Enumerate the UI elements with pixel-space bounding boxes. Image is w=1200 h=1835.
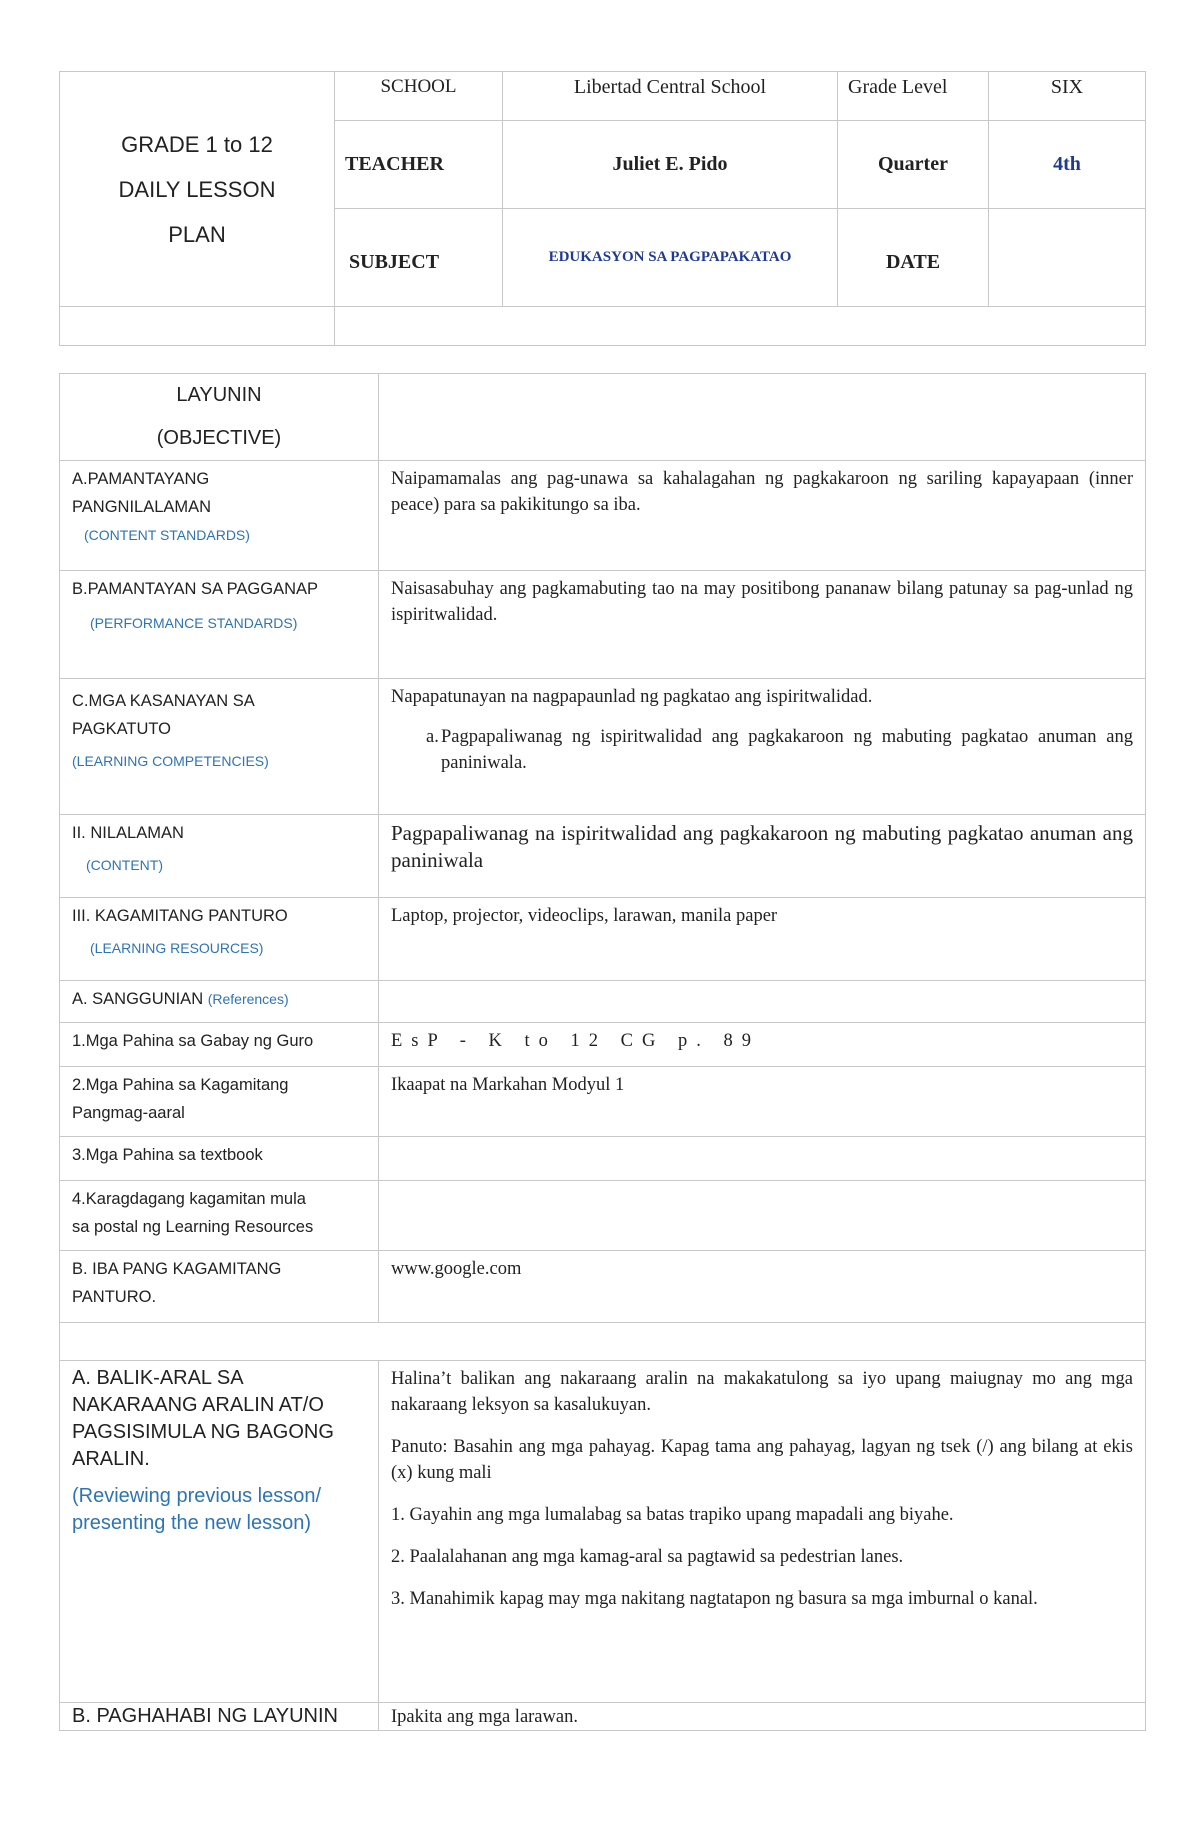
- review-instructions: Panuto: Basahin ang mga pahayag. Kapag tama ang pahayag, lagyan ng tsek (/) ang bilang at ekis (x) kung mali: [391, 1437, 1133, 1483]
- content-value: Pagpapaliwanag na ispiritwalidad ang pagkakaroon ng mabuting pagkatao anuman ang paniniwala: [379, 815, 1146, 898]
- learning-competencies-text: Napapatunayan na nagpapaunlad ng pagkatao ang ispiritwalidad.: [391, 687, 873, 707]
- additional-materials-label-line1: 4.Karagdagang kagamitan mula: [72, 1190, 306, 1208]
- learner-pages-label-line1: 2.Mga Pahina sa Kagamitang: [72, 1076, 289, 1094]
- textbook-pages-label: 3.Mga Pahina sa textbook: [60, 1137, 379, 1181]
- other-materials-label-line1: B. IBA PANG KAGAMITANG: [72, 1260, 282, 1278]
- learning-resources-sub: (LEARNING RESOURCES): [90, 940, 264, 956]
- objective-subtitle: (OBJECTIVE): [156, 427, 282, 449]
- additional-materials-label: [60, 1181, 379, 1251]
- learning-resources-label: [60, 898, 379, 981]
- purpose-label: B. PAGHAHABI NG LAYUNIN: [60, 1703, 379, 1731]
- list-item-text: Pagpapaliwanag ng ispiritwalidad ang pagkakaroon ng mabuting pagkatao anuman ang paniniwala.: [441, 727, 1133, 773]
- content-standards-label: [60, 461, 379, 571]
- objective-heading: [60, 374, 379, 461]
- review-statement-1: 1. Gayahin ang mga lumalabag sa batas trapiko upang mapadali ang biyahe.: [391, 1505, 954, 1525]
- references-sub: (References): [207, 991, 289, 1007]
- school-value: Libertad Central School: [503, 72, 838, 121]
- learner-pages-value: Ikaapat na Markahan Modyul 1: [379, 1067, 1146, 1137]
- learner-pages-label: [60, 1067, 379, 1137]
- date-value[interactable]: [989, 209, 1146, 307]
- review-sub: (Reviewing previous lesson/ presenting the new lesson): [72, 1485, 322, 1534]
- content-standards-label-line1: A.PAMANTAYANG: [72, 470, 210, 488]
- plan-title-cell: [60, 72, 335, 307]
- objective-title: LAYUNIN: [176, 384, 262, 406]
- performance-standards-value: Naisasabuhay ang pagkamabuting tao na may positibong pananaw bilang patunay sa pag-unlad ng ispiritwalidad.: [379, 571, 1146, 679]
- section-spacer: [60, 1323, 1146, 1361]
- quarter-value: 4th: [989, 121, 1146, 209]
- subject-label: SUBJECT: [335, 209, 503, 307]
- teacher-label: TEACHER: [335, 121, 503, 209]
- review-label: [60, 1361, 379, 1703]
- teacher-value: Juliet E. Pido: [503, 121, 838, 209]
- other-materials-label: [60, 1251, 379, 1323]
- lesson-plan-header: [59, 71, 1146, 346]
- references-label: [60, 981, 379, 1023]
- content-label-text: II. NILALAMAN: [72, 824, 184, 842]
- lesson-plan-body: [59, 373, 1146, 1731]
- learning-resources-value: Laptop, projector, videoclips, larawan, manila paper: [379, 898, 1146, 981]
- references-label-text: A. SANGGUNIAN: [72, 990, 208, 1008]
- review-label-text: A. BALIK-ARAL SA NAKARAANG ARALIN AT/O PAGSISIMULA NG BAGONG ARALIN.: [72, 1367, 334, 1470]
- learning-competencies-sub: (LEARNING COMPETENCIES): [72, 753, 269, 769]
- other-materials-value: www.google.com: [379, 1251, 1146, 1323]
- date-label: DATE: [838, 209, 989, 307]
- review-intro: Halina’t balikan ang nakaraang aralin na makakatulong sa iyo upang maiugnay mo ang mga nakaraang leksyon sa kasalukuyan.: [391, 1369, 1133, 1415]
- review-value: [379, 1361, 1146, 1703]
- performance-standards-sub: (PERFORMANCE STANDARDS): [90, 615, 298, 631]
- other-materials-label-line2: PANTURO.: [72, 1288, 157, 1306]
- school-label: SCHOOL: [335, 72, 503, 121]
- plan-title-line3: PLAN: [168, 221, 226, 247]
- objective-value: [379, 374, 1146, 461]
- review-statement-3: 3. Manahimik kapag may mga nakitang nagtatapon ng basura sa mga imburnal o kanal.: [391, 1589, 1038, 1609]
- header-empty-right: [335, 307, 1146, 346]
- review-statement-2: 2. Paalalahanan ang mga kamag-aral sa pagtawid sa pedestrian lanes.: [391, 1547, 904, 1567]
- guide-pages-value: EsP - K to 12 CG p. 89: [379, 1023, 1146, 1067]
- learning-competencies-list: [391, 724, 1133, 776]
- textbook-pages-value: [379, 1137, 1146, 1181]
- learning-competencies-label: [60, 679, 379, 815]
- subject-value: EDUKASYON SA PAGPAPAKATAO: [503, 209, 838, 307]
- learning-competencies-label-line1: C.MGA KASANAYAN SA: [72, 692, 255, 710]
- content-standards-value: Naipamamalas ang pag-unawa sa kahalagahan ng pagkakaroon ng sariling kapayapaan (inner peace) para sa pakikitungo sa iba.: [379, 461, 1146, 571]
- additional-materials-value: [379, 1181, 1146, 1251]
- list-item-marker: a.: [426, 727, 439, 747]
- grade-level-label: Grade Level: [838, 72, 989, 121]
- list-item: [391, 724, 1133, 776]
- learner-pages-label-line2: Pangmag-aaral: [72, 1104, 185, 1122]
- quarter-label: Quarter: [838, 121, 989, 209]
- learning-competencies-value: [379, 679, 1146, 815]
- grade-level-value: SIX: [989, 72, 1146, 121]
- content-standards-label-line2: PANGNILALAMAN: [72, 498, 212, 516]
- purpose-value: Ipakita ang mga larawan.: [379, 1703, 1146, 1731]
- additional-materials-label-line2: sa postal ng Learning Resources: [72, 1218, 314, 1236]
- header-empty-left: [60, 307, 335, 346]
- guide-pages-label: 1.Mga Pahina sa Gabay ng Guro: [60, 1023, 379, 1067]
- plan-title-line1: GRADE 1 to 12: [121, 131, 273, 157]
- content-standards-sub: (CONTENT STANDARDS): [84, 527, 250, 543]
- learning-resources-label-text: III. KAGAMITANG PANTURO: [72, 907, 288, 925]
- learning-competencies-label-line2: PAGKATUTO: [72, 720, 172, 738]
- content-sub: (CONTENT): [86, 857, 163, 873]
- references-value: [379, 981, 1146, 1023]
- content-label: [60, 815, 379, 898]
- plan-title-line2: DAILY LESSON: [118, 176, 276, 202]
- performance-standards-label-text: B.PAMANTAYAN SA PAGGANAP: [72, 580, 319, 598]
- performance-standards-label: [60, 571, 379, 679]
